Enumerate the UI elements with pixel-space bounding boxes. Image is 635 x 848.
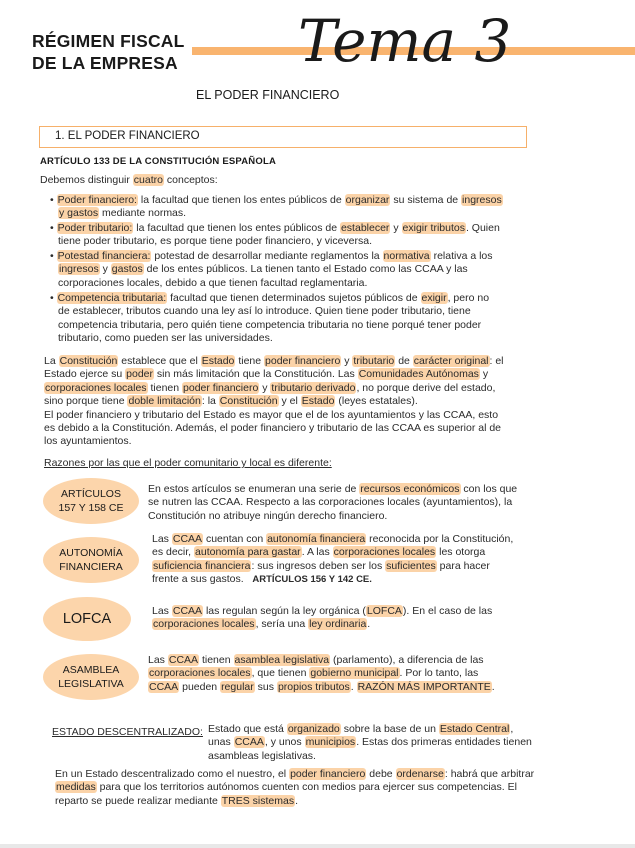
estado-descentralizado-label: ESTADO DESCENTRALIZADO: (52, 726, 203, 738)
constitution-paragraph: La Constitución establece que el Estado tiene poder financiero y tributario de carácter original: el Estado ejerce su poder sin más limitación que la Constitución. Las Comunidades Autónomas y corporaciones locales tienen poder financiero y tributario derivado, no porque derive del estado, sino porque tiene doble limitación: la Constitución y el Estado (leyes estatales). El poder financiero y tributario del Estado es mayor que el de los ayuntamientos y las CCAA, esto es debido a la Constitución. Además, el poder financiero y tributario de las CCAA es superior al de los ayuntamientos. (44, 355, 504, 448)
concept-poder-tributario: • Poder tributario: la facultad que tienen los entes públicos de establecer y exigir tributos. Quien tiene poder tributario, es porque tiene poder financiero, y viceversa. (50, 222, 500, 248)
reason-articulos-text: En estos artículos se enumeran una serie de recursos económicos con los que se nutren las CCAA. Respecto a las corporaciones locales (ayuntamientos), la Constitución no atribuye ningún derecho financiero. (148, 483, 518, 522)
estado-descentralizado-text: Estado que está organizado sobre la base de un Estado Central, unas CCAA, y unos municipios. Estas dos primeras entidades tienen asambleas legislativas. (208, 723, 532, 762)
concept-potestad-financiera: • Potestad financiera: potestad de desarrollar mediante reglamentos la normativa relativa a los ingresos y gastos de los entes públicos. La tienen tanto el Estado como las CCAA y las corporaciones locales, debido a que tienen facultad reglamentaria. (50, 250, 493, 289)
article-title: ARTÍCULO 133 DE LA CONSTITUCIÓN ESPAÑOLA (40, 156, 277, 167)
reason-autonomia-text: Las CCAA cuentan con autonomía financiera reconocida por la Constitución, es decir, autonomía para gastar. A las corporaciones locales les otorga suficiencia financiera: sus ingresos deben ser los suficientes para hacer frente a sus gastos. ARTÍCULOS 156 Y 142 CE. (152, 533, 514, 586)
page-subtitle: EL PODER FINANCIERO (196, 88, 340, 102)
section-heading: 1. EL PODER FINANCIERO (55, 130, 200, 142)
reasons-heading: Razones por las que el poder comunitario y local es diferente: (44, 457, 332, 469)
oval-articulos-157-158: ARTÍCULOS 157 Y 158 CE (43, 478, 139, 524)
course-title-line1: RÉGIMEN FISCAL (32, 31, 185, 51)
oval-autonomia-financiera: AUTONOMÍA FINANCIERA (43, 537, 139, 583)
course-title (32, 30, 185, 74)
course-title-line2: DE LA EMPRESA (32, 53, 178, 73)
articulos-156-142-label: ARTÍCULOS 156 Y 142 CE. (252, 574, 372, 586)
intro-line: Debemos distinguir cuatro conceptos: (40, 174, 218, 186)
reason-lofca-text: Las CCAA las regulan según la ley orgánica (LOFCA). En el caso de las corporaciones locales, sería una ley ordinaria. (152, 605, 493, 631)
concept-poder-financiero: • Poder financiero: la facultad que tienen los entes públicos de organizar su sistema de ingresos y gastos mediante normas. (50, 194, 502, 220)
page-bottom-edge (0, 844, 635, 848)
tema-title: Tema 3 (298, 7, 512, 75)
oval-asamblea-legislativa: ASAMBLEA LEGISLATIVA (43, 654, 139, 700)
section-heading-box (39, 126, 527, 148)
reason-asamblea-text: Las CCAA tienen asamblea legislativa (parlamento), a diferencia de las corporaciones locales, que tienen gobierno municipal. Por lo tanto, las CCAA pueden regular sus propios tributos. RAZÓN MÁS IMPORTANTE. (148, 654, 495, 693)
closing-paragraph: En un Estado descentralizado como el nuestro, el poder financiero debe ordenarse: habrá que arbitrar medidas para que los territorios autónomos cuenten con medios para ejercer sus competencias. El reparto se puede realizar mediante TRES sistemas. (55, 768, 535, 807)
concept-competencia-tributaria: • Competencia tributaria: facultad que tienen determinados sujetos públicos de exigir, pero no de establecer, tributos cuando una ley así lo introduce. Quien tiene poder tributario, tiene competencia tributaria, pero quién tiene competencia tributaria no tiene porqué tener poder tributario, como pueden ser las universidades. (50, 292, 490, 345)
oval-lofca: LOFCA (43, 597, 131, 641)
